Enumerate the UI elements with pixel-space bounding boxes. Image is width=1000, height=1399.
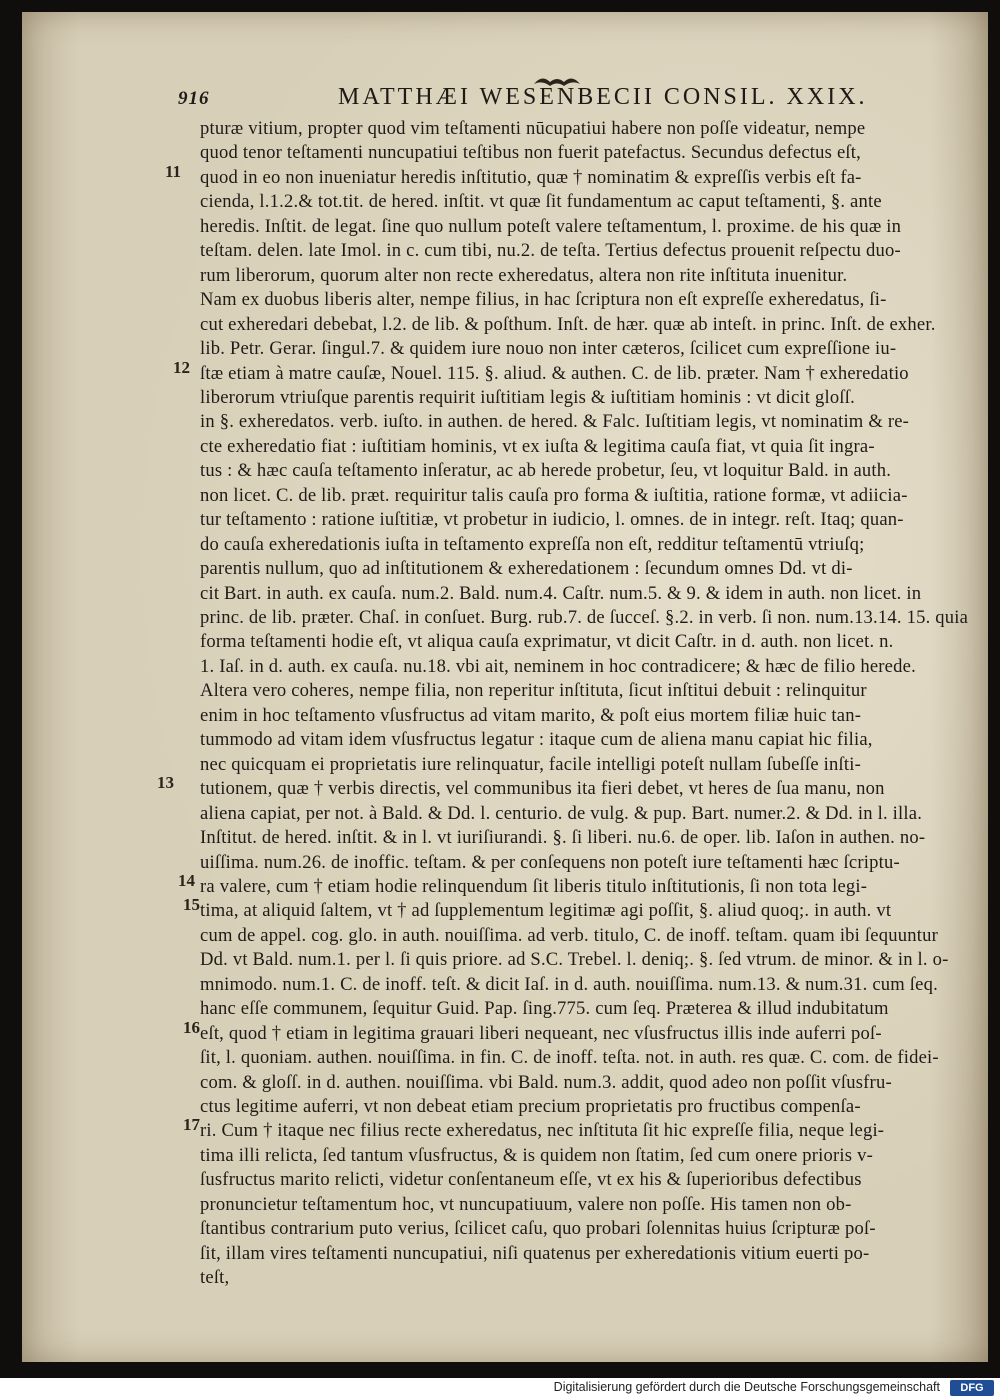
text-line: do cauſa exheredationis iuſta in teſtamento expreſſa non eſt, redditur teſtamentū vtriuſq; xyxy=(200,533,865,555)
running-header xyxy=(178,82,868,116)
page-number: 916 xyxy=(178,88,210,109)
text-line: com. & gloſſ. in d. authen. nouiſſima. vbi Bald. num.3. addit, quod adeo non poſſit vſusfru- xyxy=(200,1071,892,1093)
text-line: tur teſtamento : ratione iuſtitiæ, vt probetur in iudicio, l. omnes. de in integr. reſt. Itaq; quan- xyxy=(200,509,904,531)
text-line: Nam ex duobus liberis alter, nempe filius, in hac ſcriptura non eſt expreſſe exheredatus, ſi- xyxy=(200,289,887,311)
text-line: pturæ vitium, propter quod vim teſtamenti nūcupatiui habere non poſſe videatur, nempe xyxy=(200,118,866,139)
text-line: cienda, l.1.2.& tot.tit. de hered. inſtit. vt quæ ſit fundamentum ac caput teſtamenti, §. ante xyxy=(200,191,882,213)
text-line: teſtam. delen. late Imol. in c. cum tibi, nu.2. de teſta. Tertius defectus prouenit reſpectu duo- xyxy=(200,240,901,262)
text-line: eſt, quod † etiam in legitima grauari liberi nequeant, nec vſusfructus illis inde auferri poſ- xyxy=(200,1022,882,1044)
footer-bar xyxy=(0,1378,1000,1399)
text-line: ſtæ etiam à matre cauſæ, Nouel. 115. §. aliud. & authen. C. de lib. præter. Nam † exheredatio xyxy=(200,362,909,384)
margin-number: 15 xyxy=(183,895,200,915)
text-line: liberorum vtriuſque parentis requirit iuſtitiam legis & iuſtitiam hominis : vt dicit gloſſ. xyxy=(200,386,855,408)
text-line: Inſtitut. de hered. inſtit. & in l. vt iuriſiurandi. §. ſi liberi. nu.6. de oper. lib. Iaſon in authen. no- xyxy=(200,827,926,849)
margin-number: 17 xyxy=(183,1115,200,1135)
running-head-title: MATTHÆI WESENBECII CONSIL. XXIX. xyxy=(338,84,868,110)
text-line: ra valere, cum † etiam hodie relinquendum ſit liberis titulo inſtitutionis, ſi non tota legi- xyxy=(200,875,868,897)
text-line: hanc eſſe communem, ſequitur Guid. Pap. ſing.775. cum ſeq. Præterea & illud indubitatum xyxy=(200,998,889,1020)
text-line: uiſſima. num.26. de inoffic. teſtam. & per conſequens non poteſt iure teſtamenti hæc ſcriptu- xyxy=(200,851,900,873)
text-line: cum de appel. cog. glo. in auth. nouiſſima. ad verb. titulo, C. de inoff. teſtam. quam ibi ſequuntur xyxy=(200,924,938,946)
dfg-logo: DFG xyxy=(950,1380,994,1396)
text-line: enim in hoc teſtamento vſusfructus ad vitam marito, & poſt eius mortem filiæ huic tan- xyxy=(200,704,862,726)
margin-number: 11 xyxy=(165,161,182,181)
text-line: ri. Cum † itaque nec filius recte exheredatus, nec inſtituta ſit hic expreſſe filia, neque legi- xyxy=(200,1120,885,1142)
text-line: rum liberorum, quorum alter non recte exheredatus, altera non rite inſtituta inuenitur. xyxy=(200,264,848,286)
text-line: heredis. Inſtit. de legat. ſine quo nullum poteſt valere teſtamentum, l. proxime. de his quæ in xyxy=(200,215,902,237)
text-line: non licet. C. de lib. præt. requiritur talis cauſa pro forma & iuſtitia, ratione formæ, vt adiicia- xyxy=(200,484,908,506)
text-line: tutionem, quæ † verbis directis, vel communibus ita fieri debet, vt heres de ſua manu, non xyxy=(200,778,885,800)
text-line: cit Bart. in auth. ex cauſa. num.2. Bald. num.4. Caſtr. num.5. & 9. & idem in auth. non licet. in xyxy=(200,582,922,604)
text-line: ſusfructus marito relicti, videtur conſentaneum eſſe, vt ex his & ſuperioribus defectibus xyxy=(200,1169,862,1191)
text-line: Altera vero coheres, nempe filia, non reperitur inſtituta, ſicut inſtitui debuit : relinquitur xyxy=(200,680,867,702)
text-line: cte exheredatio fiat : iuſtitiam hominis, vt ex iuſta & legitima cauſa fiat, vt quia ſit ingra- xyxy=(200,435,875,457)
text-line: mnimodo. num.1. C. de inoff. teſt. & dicit Iaſ. in d. auth. nouiſſima. num.13. & num.31. cum ſeq. xyxy=(200,973,938,995)
text-line: quod in eo non inueniatur heredis inſtitutio, quæ † nominatim & expreſſis verbis eſt fa- xyxy=(200,166,862,188)
margin-number: 12 xyxy=(173,357,190,377)
text-line: nec quicquam ei proprietatis iure relinquatur, facile intelligi poteſt nullam ſubeſſe inſti- xyxy=(200,753,862,775)
text-line: ſit, illam vires teſtamenti nuncupatiui, niſi quatenus per exheredationis vitium euerti po- xyxy=(200,1242,870,1264)
text-line: ſtantibus contrarium puto verius, ſcilicet caſu, quo probari ſolennitas huius ſcripturæ poſ- xyxy=(200,1218,876,1240)
margin-number: 16 xyxy=(183,1017,200,1037)
text-line: aliena capiat, per not. à Bald. & Dd. l. centurio. de vulg. & pup. Bart. numer.2. & Dd. in l. illa. xyxy=(200,802,923,824)
text-line: teſt, xyxy=(200,1267,230,1289)
text-line: tus : & hæc cauſa teſtamento inſeratur, ac ab herede probetur, ſeu, vt loquitur Bald. in auth. xyxy=(200,460,892,482)
text-line: 1. Iaſ. in d. auth. ex cauſa. nu.18. vbi ait, neminem in hoc contradicere; & hæc de filio herede. xyxy=(200,655,916,677)
text-line: tima, at aliquid ſaltem, vt † ad ſupplementum legitimæ agi poſſit, §. aliud quoq;. in auth. vt xyxy=(200,900,892,922)
text-line: princ. de lib. præter. Chaſ. in conſuet. Burg. rub.7. de ſucceſ. §.2. in verb. ſi non. num.13.14. 15. quia xyxy=(200,607,969,628)
margin-number: 13 xyxy=(157,773,174,793)
text-line: forma teſtamenti hodie eſt, vt aliqua cauſa exprimatur, vt dicit Caſtr. in d. auth. non licet. n. xyxy=(200,631,894,653)
text-line: ctus legitime auferri, vt non debeat etiam precium proprietatis pro fructibus compenſa- xyxy=(200,1096,861,1117)
text-line: tima illi relicta, ſed tantum vſusfructus, & is quidem non ſtatim, ſed cum onere prioris v- xyxy=(200,1144,873,1166)
text-line: ſit, l. quoniam. authen. nouiſſima. in fin. C. de inoff. teſta. not. in auth. res quæ. C. com. de fidei- xyxy=(200,1047,939,1069)
text-line: cut exheredari debebat, l.2. de lib. & poſthum. Inſt. de hær. quæ ab inteſt. in princ. Inſt. de exher. xyxy=(200,313,936,335)
text-line: lib. Petr. Gerar. ſingul.7. & quidem iure nouo non inter cæteros, ſcilicet cum expreſſione iu- xyxy=(200,338,897,360)
text-line: pronuncietur teſtamentum hoc, vt nuncupatiuum, valere non poſſe. His tamen non ob- xyxy=(200,1193,852,1215)
text-line: parentis nullum, quo ad inſtitutionem & exheredationem : ſecundum omnes Dd. vt di- xyxy=(200,558,853,580)
text-line: Dd. vt Bald. num.1. per l. ſi quis priore. ad S.C. Trebel. l. deniq;. §. ſed vtrum. de minor. & in l. o- xyxy=(200,949,949,971)
funding-credit: Digitalisierung gefördert durch die Deutsche Forschungsgemeinschaft xyxy=(553,1380,940,1394)
text-line: quod tenor teſtamenti nuncupatiui teſtibus non fuerit patefactus. Secundus defectus eſt, xyxy=(200,142,861,164)
text-line: tummodo ad vitam idem vſusfructus legatur : itaque cum de aliena manu capiat hic filia, xyxy=(200,729,873,751)
text-line: in §. exheredatos. verb. iuſto. in authen. de hered. & Falc. Iuſtitiam legis, vt nominatim & re- xyxy=(200,411,910,433)
margin-number: 14 xyxy=(178,870,195,890)
